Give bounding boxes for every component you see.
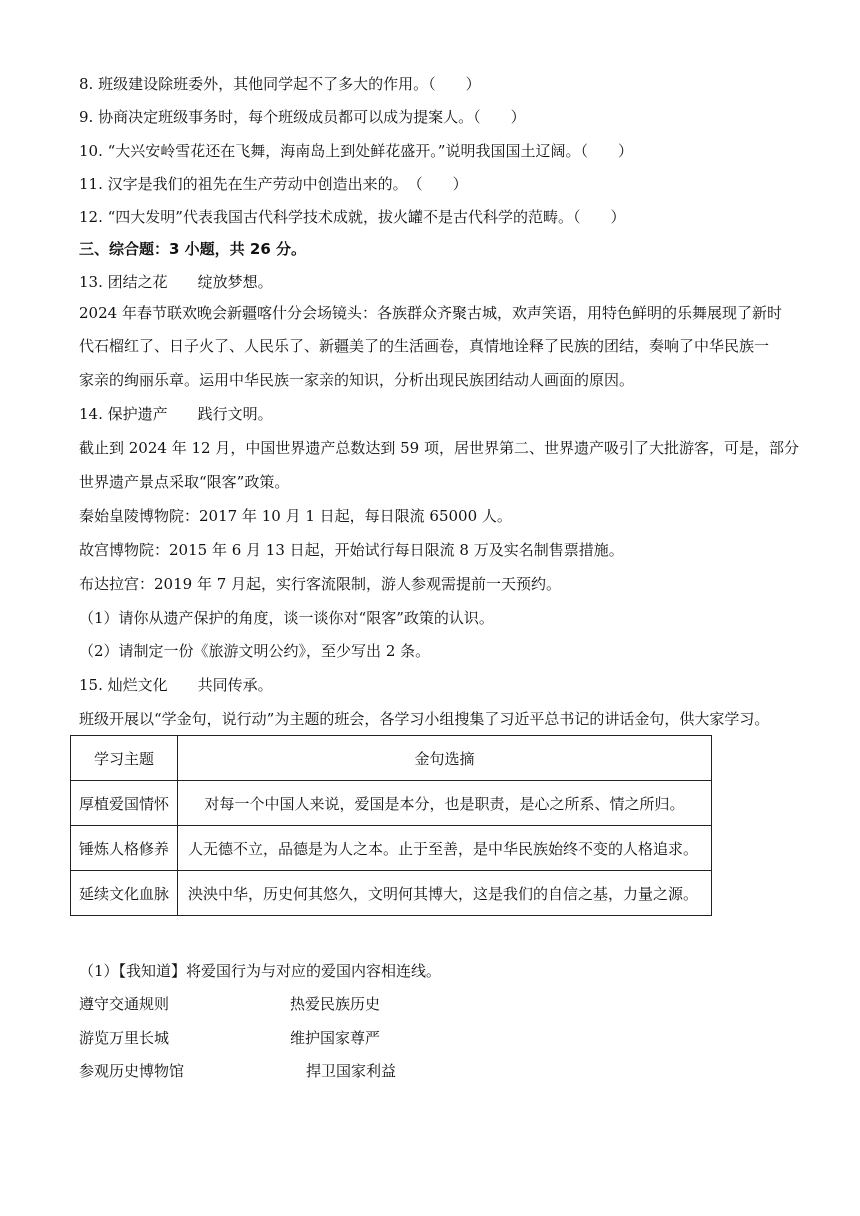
section-title: 三、综合题：3 小题，共 26 分。 [79, 240, 306, 258]
question-13-text: 家亲的绚丽乐章。运用中华民族一家亲的知识，分析出现民族团结动人画面的原因。 [79, 371, 635, 389]
question-9: 9. 协商决定班级事务时，每个班级成员都可以成为提案人。（ ） [79, 108, 526, 126]
match-left-item: 遵守交通规则 [79, 995, 170, 1013]
match-right-item: 热爱民族历史 [290, 995, 381, 1013]
table-cell-quote: 人无德不立，品德是为人之本。止于至善，是中华民族始终不变的人格追求。 [178, 826, 712, 871]
match-right-item: 维护国家尊严 [290, 1029, 381, 1047]
quote-table [70, 735, 712, 916]
question-15-sub1: （1）【我知道】将爱国行为与对应的爱国内容相连线。 [79, 962, 442, 980]
question-14-sub2: （2）请制定一份《旅游文明公约》，至少写出 2 条。 [79, 642, 431, 660]
table-header-row [71, 736, 712, 781]
question-14-title: 14. 保护遗产 践行文明。 [79, 405, 273, 423]
question-15-intro: 班级开展以“学金句，说行动”为主题的班会，各学习小组搜集了习近平总书记的讲话金句，供大家学习。 [79, 710, 770, 728]
table-row [71, 871, 712, 916]
table-cell-topic: 延续文化血脉 [71, 871, 178, 916]
match-right-item: 捍卫国家利益 [306, 1062, 397, 1080]
question-14-text: 秦始皇陵博物院：2017 年 10 月 1 日起，每日限流 65000 人。 [79, 507, 512, 525]
question-14-text: 世界遗产景点采取“限客”政策。 [79, 473, 290, 491]
question-13-text: 2024 年春节联欢晚会新疆喀什分会场镜头：各族群众齐聚古城，欢声笑语，用特色鲜明的乐舞展现了新时 [79, 304, 782, 322]
question-14-text: 故宫博物院：2015 年 6 月 13 日起，开始试行每日限流 8 万及实名制售票措施。 [79, 541, 624, 559]
question-8: 8. 班级建设除班委外，其他同学起不了多大的作用。（ ） [79, 75, 481, 93]
question-13-text: 代石榴红了、日子火了、人民乐了、新疆美了的生活画卷，真情地诠释了民族的团结，奏响了中华民族一 [79, 337, 770, 355]
match-left-item: 参观历史博物馆 [79, 1062, 185, 1080]
question-14-text: 截止到 2024 年 12 月，中国世界遗产总数达到 59 项，居世界第二、世界遗产吸引了大批游客，可是，部分 [79, 439, 799, 457]
table-header-topic: 学习主题 [71, 736, 178, 781]
table-cell-quote: 泱泱中华，历史何其悠久，文明何其博大，这是我们的自信之基，力量之源。 [178, 871, 712, 916]
table-cell-topic: 锤炼人格修养 [71, 826, 178, 871]
table-header-quote: 金句选摘 [178, 736, 712, 781]
question-14-sub1: （1）请你从遗产保护的角度，谈一谈你对“限客”政策的认识。 [79, 609, 494, 627]
question-13-title: 13. 团结之花 绽放梦想。 [79, 273, 273, 291]
table-row [71, 781, 712, 826]
table-cell-quote: 对每一个中国人来说，爱国是本分，也是职责，是心之所系、情之所归。 [178, 781, 712, 826]
question-12: 12. “四大发明”代表我国古代科学技术成就，拔火罐不是古代科学的范畴。（ ） [79, 208, 626, 226]
question-14-text: 布达拉宫：2019 年 7 月起，实行客流限制，游人参观需提前一天预约。 [79, 575, 562, 593]
match-left-item: 游览万里长城 [79, 1029, 170, 1047]
question-15-title: 15. 灿烂文化 共同传承。 [79, 676, 273, 694]
table-row [71, 826, 712, 871]
table-cell-topic: 厚植爱国情怀 [71, 781, 178, 826]
question-11: 11. 汉字是我们的祖先在生产劳动中创造出来的。 （ ） [79, 175, 468, 193]
question-10: 10. “大兴安岭雪花还在飞舞，海南岛上到处鲜花盛开。”说明我国国土辽阔。（ ） [79, 142, 633, 160]
